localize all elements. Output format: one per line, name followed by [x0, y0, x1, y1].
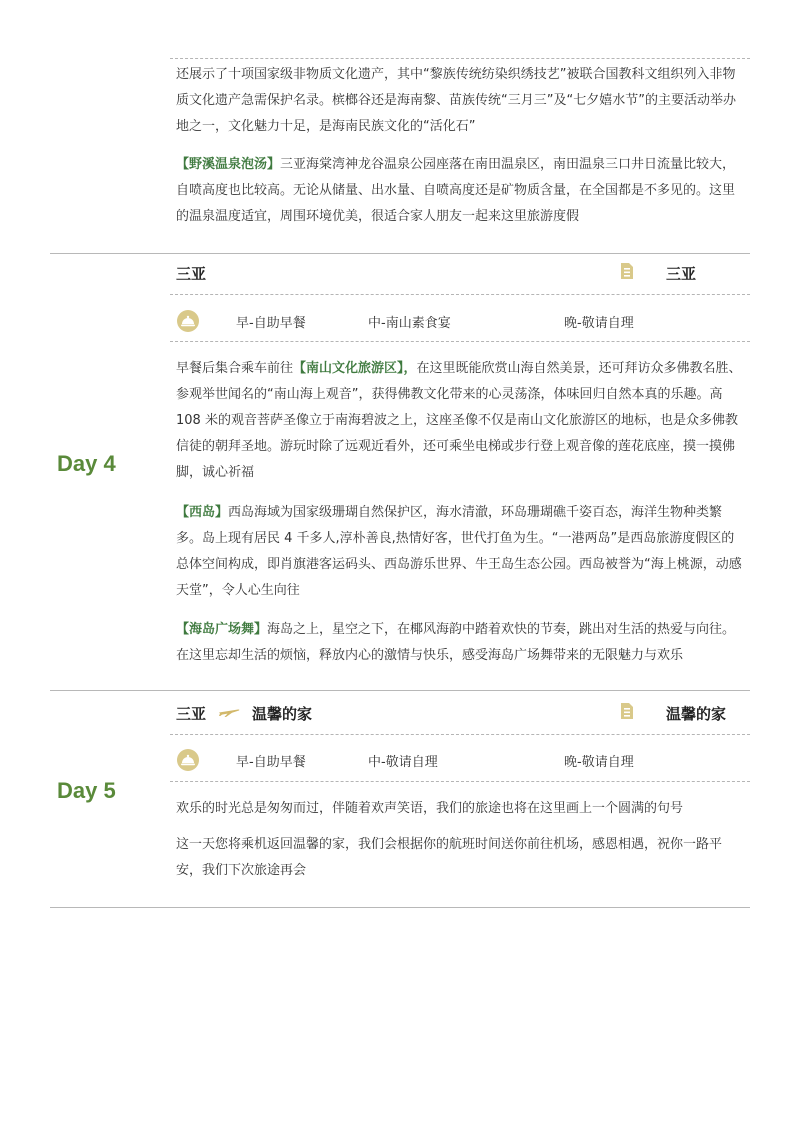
section-divider-dashed [170, 58, 750, 59]
paragraph [176, 152, 746, 230]
hotel-name: 三亚 [666, 264, 697, 283]
day-label: Day 5 [57, 778, 116, 803]
day-separator [50, 253, 750, 254]
paragraph [176, 617, 746, 669]
plane-icon [218, 704, 240, 722]
row-divider-dashed [170, 781, 750, 782]
paragraph-text: 海岛之上，星空之下，在椰风海韵中踏着欢快的节奏，跳出对生活的热爱与向往。在这里忘却生活的烦恼，释放内心的激情与快乐，感受海岛广场舞带来的无限魅力与欢乐 [176, 622, 736, 663]
dish-cloche-icon [176, 748, 200, 776]
meal-lunch: 中-敬请自理 [368, 755, 438, 770]
dish-cloche-icon [176, 309, 200, 337]
paragraph [176, 356, 746, 486]
paragraph-highlight: 【海岛广场舞】 [176, 622, 268, 637]
hotel-name: 温馨的家 [666, 704, 727, 723]
hotel-building-icon [619, 702, 635, 724]
day-separator [50, 907, 750, 908]
meal-row [176, 309, 746, 333]
paragraph [176, 62, 746, 140]
route-to: 温馨的家 [252, 704, 313, 723]
hotel-info [619, 262, 696, 284]
route-from: 三亚 [176, 264, 207, 283]
route-from: 三亚 [176, 704, 207, 723]
paragraph [176, 796, 746, 822]
route-row [176, 262, 206, 284]
paragraph-highlight: 【西岛】 [176, 505, 229, 520]
paragraph-highlight: 【野溪温泉泡汤】 [176, 157, 281, 172]
meal-breakfast: 早-自助早餐 [236, 316, 306, 331]
paragraph-text: 三亚海棠湾神龙谷温泉公园座落在南田温泉区，南田温泉三口井日流量比较大，自喷高度也比较高。无论从储量、出水量、自喷高度还是矿物质含量，在全国都是不多见的。这里的温泉温度适宜，周围环境优美，很适合家人朋友一起来这里旅游度假 [176, 157, 736, 224]
paragraph-text: 这一天您将乘机返回温馨的家，我们会根据你的航班时间送你前往机场，感恩相遇，祝你一路平安，我们下次旅途再会 [176, 837, 723, 878]
route-row [176, 702, 312, 724]
meal-dinner: 晚-敬请自理 [564, 755, 634, 770]
paragraph-lead: 早餐后集合乘车前往 [176, 361, 294, 376]
meal-row [176, 748, 746, 772]
paragraph [176, 500, 746, 604]
paragraph-text: 在这里既能欣赏山海自然美景，还可拜访众多佛教名胜、参观举世闻名的“南山海上观音”，获得佛教文化带来的心灵荡涤，体味回归自然本真的乐趣。高 108 米的观音菩萨圣像立于南海碧波之上，这座圣像不仅是南山文化旅游区的地标，也是众多佛教信徒的朝拜圣地。游玩时除了远观近看外，还可乘坐电梯或步行登上观音像的莲花底座，摸一摸佛脚，诚心祈福 [176, 361, 742, 480]
meal-breakfast: 早-自助早餐 [236, 755, 306, 770]
day-label: Day 4 [57, 451, 116, 476]
paragraph-highlight: 【南山文化旅游区】， [293, 361, 417, 376]
day-separator [50, 690, 750, 691]
hotel-info [619, 702, 726, 724]
paragraph-text: 还展示了十项国家级非物质文化遗产，其中“黎族传统纺染织绣技艺”被联合国教科文组织列入非物质文化遗产急需保护名录。槟榔谷还是海南黎、苗族传统“三月三”及“七夕嬉水节”的主要活动举办地之一，文化魅力十足，是海南民族文化的“活化石” [176, 67, 736, 134]
paragraph-text: 西岛海域为国家级珊瑚自然保护区，海水清澈，环岛珊瑚礁千姿百态，海洋生物种类繁多。岛上现有居民 4 千多人,淳朴善良,热情好客，世代打鱼为生。“一港两岛”是西岛旅游度假区的总体空间构成，即肖旗港客运码头、西岛游乐世界、牛王岛生态公园。西岛被誉为“海上桃源，动感天堂”，令人心生向往 [176, 505, 742, 598]
row-divider-dashed [170, 294, 750, 295]
hotel-building-icon [619, 262, 635, 284]
paragraph-text: 欢乐的时光总是匆匆而过，伴随着欢声笑语，我们的旅途也将在这里画上一个圆满的句号 [176, 801, 684, 816]
row-divider-dashed [170, 734, 750, 735]
meal-lunch: 中-南山素食宴 [368, 316, 451, 331]
row-divider-dashed [170, 341, 750, 342]
meal-dinner: 晚-敬请自理 [564, 316, 634, 331]
paragraph [176, 832, 746, 884]
